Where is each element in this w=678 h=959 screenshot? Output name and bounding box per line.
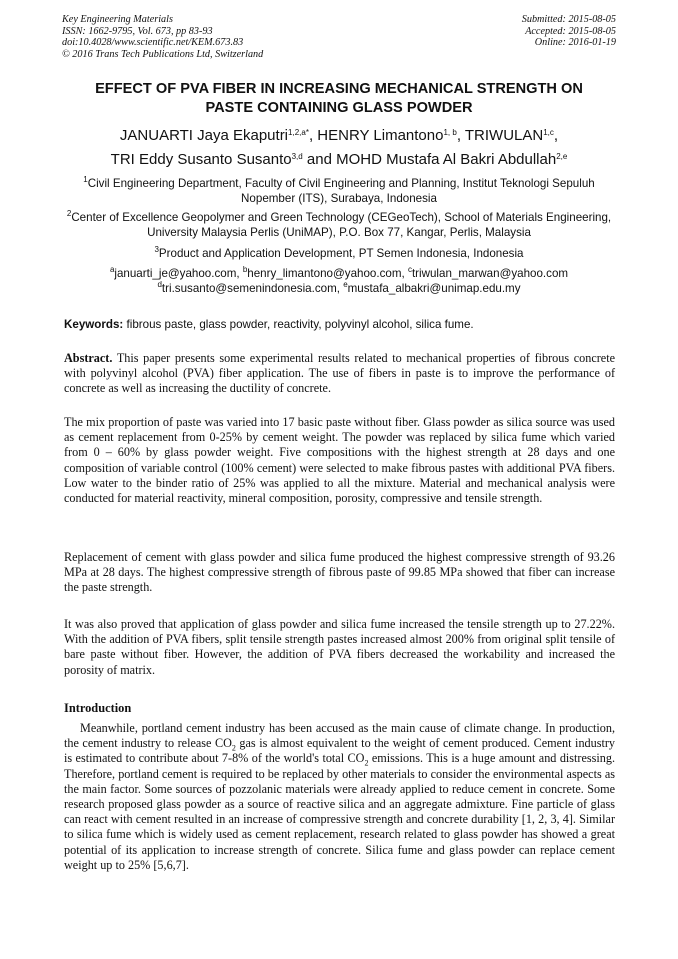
affiliation-1 <box>58 176 620 206</box>
email-sup: b <box>242 265 248 274</box>
affiliation-text: Product and Application Development, PT Semen Indonesia, Indonesia <box>158 247 524 260</box>
author-sep: , <box>553 127 559 144</box>
abstract <box>64 351 615 397</box>
email-list <box>40 266 638 296</box>
email-sep: , <box>401 267 408 280</box>
email-line-2 <box>40 281 638 296</box>
intro-text: emissions. This is a huge amount and distressing. Therefore, portland cement is required to be replaced by other materials to consider the environmental aspects as the main factor. Some sources of pozzolanic materials were already applied to reduce cement in concrete. Some research proposed glass powder as a source of reactive silica and an aggregate admixture. Fine particle of glass can react with cement resulted in an increase of compressive strength and concrete durability [1, 2, 3, 4]. Similar to silica fume which is widely used as cement replacement, research related to glass powder has showed a great potential of its application to increase strength of concrete. Silica fume and glass powder can replace cement weight up to 25% [5,6,7]. <box>64 751 616 872</box>
affiliation-sup: 3 <box>154 245 159 254</box>
author-sup: 2,e <box>556 152 568 161</box>
author-list <box>30 124 648 172</box>
email-sup: c <box>407 265 412 274</box>
author-sup: 1,c <box>543 128 554 137</box>
email-line-1 <box>40 266 638 281</box>
email-sep: , <box>336 282 344 296</box>
author-name: MOHD Mustafa Al Bakri Abdullah <box>336 151 557 168</box>
author-line-1 <box>30 124 648 148</box>
affiliation-sup: 2 <box>66 209 72 218</box>
email-sup: a <box>109 265 115 274</box>
author-sup: 1,2,a* <box>288 128 309 137</box>
paragraph-compressive-strength: Replacement of cement with glass powder and silica fume produced the highest compressive strength of 93.26 MPa at 28 days. The highest compressive strength of fibrous paste of 99.85 MPa showed that fiber can increase the paste strength. <box>64 550 615 595</box>
title-line-1: EFFECT OF PVA FIBER IN INCREASING MECHANICAL STRENGTH ON <box>95 81 583 97</box>
email-link[interactable]: triwulan_marwan@yahoo.com <box>411 267 569 280</box>
abstract-text: This paper presents some experimental results related to mechanical properties of fibrous concrete with polyvinyl alcohol (PVA) fiber application. The use of fibers in paste is to improve the performance of concrete as well as increasing the ductility of concrete. <box>64 351 616 396</box>
email-link[interactable]: januarti_je@yahoo.com <box>114 267 237 280</box>
author-sep: , <box>456 127 465 144</box>
author-sep: and <box>302 151 337 168</box>
email-sep: , <box>236 267 243 280</box>
keywords <box>64 318 624 332</box>
paper-title <box>40 80 638 118</box>
title-line-2: PASTE CONTAINING GLASS POWDER <box>205 100 473 116</box>
author-name: TRIWULAN <box>464 127 544 144</box>
co2-subscript: 2 <box>364 758 369 768</box>
keywords-text: fibrous paste, glass powder, reactivity, polyvinyl alcohol, silica fume. <box>126 318 474 331</box>
affiliation-text: Civil Engineering Department, Faculty of Civil Engineering and Planning, Institut Teknologi Sepuluh Nopember (ITS), Surabaya, Indonesia <box>87 177 595 206</box>
affiliation-2 <box>58 210 620 240</box>
introduction-paragraph <box>64 721 615 873</box>
journal-info <box>62 14 263 60</box>
author-name: TRI Eddy Susanto Susanto <box>110 151 292 168</box>
email-link[interactable]: tri.susanto@semenindonesia.com <box>161 282 337 296</box>
publication-dates <box>522 14 616 49</box>
author-name: HENRY Limantono <box>317 127 444 144</box>
intro-text: Meanwhile, portland cement industry has been accused as the main cause of climate change. In production, the cement industry to release CO <box>64 721 615 751</box>
author-sup: 1, b <box>443 128 457 137</box>
issn: ISSN: 1662-9795, Vol. 673, pp 83-93 <box>62 25 213 37</box>
doi: doi:10.4028/www.scientific.net/KEM.673.83 <box>62 37 244 49</box>
affiliation-text: Center of Excellence Geopolymer and Green Technology (CEGeoTech), School of Materials Engineering, University Malaysia Perlis (UniMAP), P.O. Box 77, Kangar, Perlis, Malaysia <box>71 211 612 240</box>
email-link[interactable]: mustafa_albakri@unimap.edu.my <box>347 282 521 296</box>
intro-text: gas is almost equivalent to the weight of cement produced. Cement industry is estimated to contribute about 7-8% of the world's total CO <box>64 736 616 766</box>
copyright: © 2016 Trans Tech Publications Ltd, Switzerland <box>62 48 264 60</box>
author-name: JANUARTI Jaya Ekaputri <box>119 127 289 144</box>
email-link[interactable]: henry_limantono@yahoo.com <box>247 267 402 280</box>
journal-name: Key Engineering Materials <box>62 14 173 25</box>
affiliation-sup: 1 <box>83 175 88 184</box>
author-sep: , <box>308 127 318 144</box>
email-sup: d <box>157 280 162 290</box>
paragraph-tensile-strength: It was also proved that application of glass powder and silica fume increased the tensile strength up to 27.22%. With the addition of PVA fibers, split tensile strength pastes increased almost 200% from original split tensile of bare paste without fiber. However, the addition of PVA fibers decreased the workability and increased the porosity of matrix. <box>64 617 615 677</box>
keywords-label: Keywords: <box>64 318 124 331</box>
submitted-date: Submitted: 2015-08-05 <box>521 14 616 25</box>
abstract-label: Abstract. <box>64 351 113 365</box>
author-line-2 <box>30 148 648 172</box>
co2-subscript: 2 <box>231 743 236 753</box>
email-sup: e <box>343 280 348 290</box>
online-date: Online: 2016-01-19 <box>534 37 616 49</box>
accepted-date: Accepted: 2015-08-05 <box>525 25 616 37</box>
author-sup: 3,d <box>291 152 303 161</box>
paragraph-mix-proportion: The mix proportion of paste was varied into 17 basic paste without fiber. Glass powder as silica source was used as cement replacement from 0-25% by cement weight. The powder was replaced by silica fume which varied from 0 – 60% by glass powder weight. Five compositions with the highest strength at 28 days and one composition of variable control (100% cement) were selected to make fibrous pastes with additional PVA fibers. Low water to the binder ratio of 25% was applied to all the mixture. Material and mechanical analysis were conducted for material reactivity, mineral composition, porosity, compressive and tensile strength. <box>64 415 615 506</box>
affiliation-3 <box>58 246 620 261</box>
section-heading-introduction: Introduction <box>64 701 132 715</box>
